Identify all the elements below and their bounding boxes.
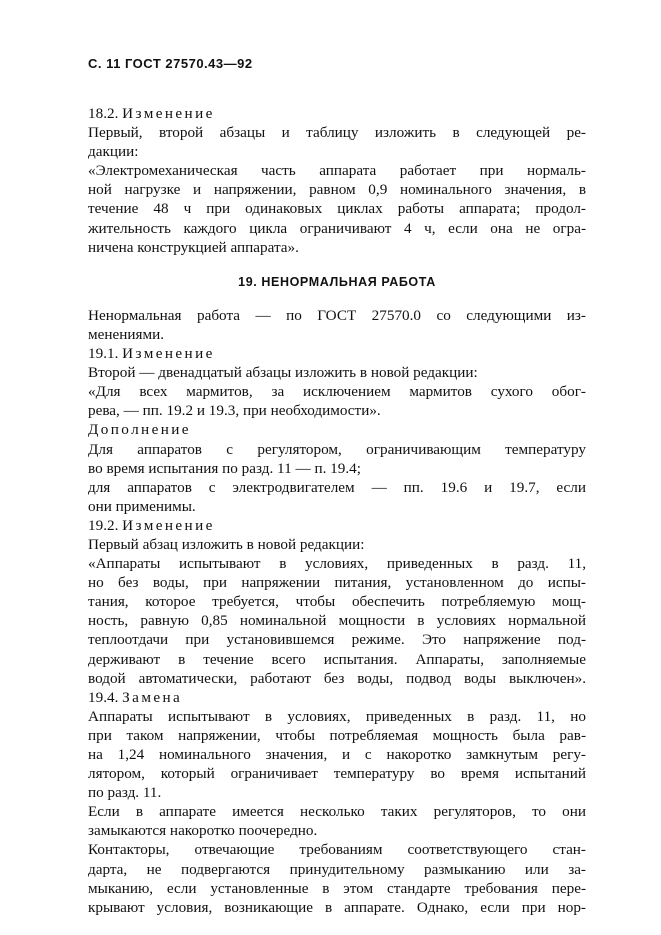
text-line: держивают в течение всего испытания. Аппараты, заполняемые	[88, 650, 586, 668]
text-line: крывают условия, возникающие в аппарате. Однако, если при нор-	[88, 898, 586, 916]
text-line: мыканию, если установленные в этом стандарте требования пере-	[88, 879, 586, 897]
text-line: по разд. 11.	[88, 784, 162, 802]
page-header: С. 11 ГОСТ 27570.43—92	[88, 56, 253, 71]
text-line: Аппараты испытывают в условиях, приведенных в разд. 11, но	[88, 707, 586, 725]
item-number: 19.4.	[88, 688, 119, 706]
text-line: рева, — пп. 19.2 и 19.3, при необходимости».	[88, 402, 381, 420]
item-number: 18.2.	[88, 105, 119, 122]
text-line: ность, равную 0,85 номинальной мощности в условиях нормальной	[88, 612, 586, 630]
section-19-4-title	[88, 688, 586, 707]
text-line: при таком напряжении, чтобы потребляемая мощность была рав-	[88, 726, 586, 744]
text-line: дарта, не подвергаются принудительному размыканию или за-	[88, 860, 586, 878]
text-line: ничена конструкцией аппарата».	[88, 238, 299, 256]
text-line: Второй — двенадцатый абзацы изложить в новой редакции:	[88, 364, 478, 382]
item-label: Изменение	[122, 345, 215, 363]
item-label: Замена	[122, 688, 183, 706]
page-body	[88, 104, 586, 917]
text-line: «Аппараты испытывают в условиях, приведенных в разд. 11,	[88, 555, 586, 573]
section-19-2-title	[88, 516, 586, 535]
text-line: Первый, второй абзацы и таблицу изложить в следующей ре-	[88, 124, 586, 142]
text-line: но без воды, при напряжении питания, установленном до испы-	[88, 574, 586, 592]
text-line: лятором, который ограничивает температуру во время испытаний	[88, 765, 586, 783]
item-number: 19.1.	[88, 345, 119, 363]
text-line: Первый абзац изложить в новой редакции:	[88, 535, 365, 553]
text-line: дакции:	[88, 143, 139, 161]
text-line: во время испытания по разд. 11 — п. 19.4;	[88, 459, 361, 477]
addition-label: Дополнение	[88, 421, 191, 439]
text-line: течение 48 ч при одинаковых циклах работы аппарата; продол-	[88, 200, 586, 218]
text-line: для аппаратов с электродвигателем — пп. 19.6 и 19.7, если	[88, 478, 586, 496]
text-line: Ненормальная работа — по ГОСТ 27570.0 со следующими из-	[88, 306, 586, 324]
text-line: менениями.	[88, 325, 164, 343]
text-line: замыкаются накоротко поочередно.	[88, 822, 318, 840]
item-label: Изменение	[122, 516, 215, 534]
text-line: «Для всех мармитов, за исключением мармитов сухого обог-	[88, 383, 586, 401]
text-line: Если в аппарате имеется несколько таких регуляторов, то они	[88, 803, 586, 821]
text-line: Для аппаратов с регулятором, ограничивающим температуру	[88, 440, 586, 458]
text-line: жительность каждого цикла ограничивают 4 ч, если она не огра-	[88, 219, 586, 237]
text-line: теплоотдачи при установившемся режиме. Это напряжение под-	[88, 631, 586, 649]
text-line: Контакторы, отвечающие требованиям соответствующего стан-	[88, 841, 586, 859]
section-19-1-title	[88, 344, 586, 363]
item-number: 19.2.	[88, 516, 119, 534]
text-line: на 1,24 номинального значения, и с накоротко замкнутым регу-	[88, 746, 586, 763]
text-line: ной нагрузке и напряжении, равном 0,9 номинального значения, в	[88, 181, 586, 199]
section-19-heading: 19. НЕНОРМАЛЬНАЯ РАБОТА	[238, 274, 436, 289]
item-label: Изменение	[122, 105, 215, 122]
text-line: тания, которое требуется, чтобы обеспечить потребляемую мощ-	[88, 593, 586, 611]
section-18-2-title	[88, 104, 586, 123]
text-line: «Электромеханическая часть аппарата работает при нормаль-	[88, 162, 586, 180]
text-line: водой автоматически, работают без воды, подвод воды выключен».	[88, 669, 586, 687]
text-line: они применимы.	[88, 497, 196, 515]
